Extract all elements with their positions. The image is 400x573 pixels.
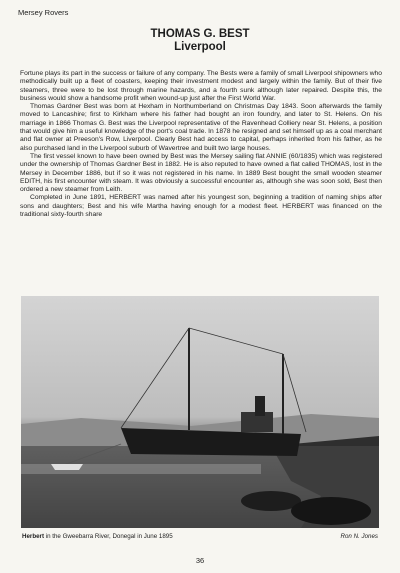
ship-photograph <box>21 296 379 528</box>
caption-text: in the Gweebarra River, Donegal in June 1895 <box>44 533 173 540</box>
body-paragraph: The first vessel known to have been owned by Best was the Mersey sailing flat ANNIE (60/1835) which was registered under the ownership of Thomas Gardner Best in 1882. He is also reputed to have owned a flat called THOMAS, lost in the Mersey in December 1886, but if so it was not registered in his name. In 1889 Best bought the small wooden steamer EDITH, his first encounter with steam. It was obviously a successful encounter as, although she was soon sold, Best then ordered a new steamer from Leith. <box>20 152 382 194</box>
article-subtitle: Liverpool <box>174 41 226 53</box>
rock <box>291 497 371 525</box>
rigging <box>121 328 189 428</box>
photo-caption <box>22 533 173 540</box>
article-title: THOMAS G. BEST <box>150 28 250 40</box>
ship-funnel <box>255 396 265 416</box>
body-paragraph: Fortune plays its part in the success or failure of any company. The Bests were a family of small Liverpool shipowners who methodically built up a fleet of coasters, keeping their investment modest and largely within the family. But of their five steamers, three were to be lost through marine hazards, and a fourth sunk although later repaired. Despite this, the business would show a handsome profit when wound-up just after the First World War. <box>20 70 382 102</box>
caption-ship-name: Herbert <box>22 533 45 540</box>
running-head: Mersey Rovers <box>18 8 69 17</box>
article-title-block <box>0 28 400 54</box>
article-body <box>20 70 382 219</box>
photo-credit: Ron N. Jones <box>340 533 378 540</box>
steamer-illustration <box>21 296 379 528</box>
rowing-boat <box>51 464 83 470</box>
body-paragraph: Completed in June 1891, HERBERT was named after his youngest son, beginning a tradition of naming ships after sons and daughters; Best and his wife Martha having enough for a modest fleet. HERBERT was financed on the traditional sixty-fourth share <box>20 194 382 219</box>
rigging <box>189 328 283 354</box>
body-paragraph: Thomas Gardner Best was born at Hexham in Northumberland on Christmas Day 1843. Soon afterwards the family moved to Lancashire; first to Kirkham where his father had bought an iron foundry, and later to St. Helens. On his marriage in 1866 Thomas G. Best was the Liverpool representative of the Ravenhead Colliery near St. Helens, a position that would give him a useful knowledge of the port's coal trade. In 1878 he resigned and set himself up as a coal merchant and flat owner at Preeson's Row, Liverpool. Clearly Best had access to capital, perhaps inherited from his father, as he also purchased land in the Liverpool suburb of Wavertree and built two large houses. <box>20 103 382 152</box>
page-number: 36 <box>195 556 205 565</box>
